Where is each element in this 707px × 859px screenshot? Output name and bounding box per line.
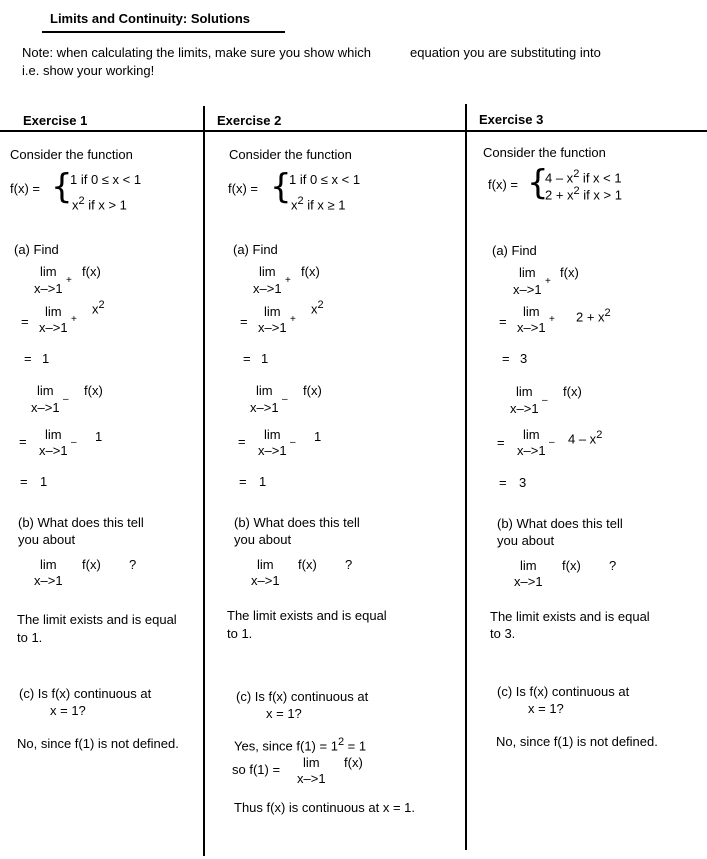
answer-c-thus: Thus f(x) is continuous at x = 1. [234, 800, 415, 815]
lim-sub: x–>1 [258, 320, 287, 335]
part-b-label-2: you about [18, 532, 76, 547]
lim-sub: x–>1 [250, 400, 279, 415]
right-result: 1 [261, 351, 269, 366]
part-c-label-2: x = 1? [266, 706, 302, 721]
question-mark: ? [129, 557, 137, 572]
lim-sub: x–>1 [510, 401, 539, 416]
left-result: 3 [519, 475, 527, 490]
answer-b-line-2: to 1. [227, 626, 253, 641]
lim: lim [259, 264, 276, 279]
consider-text: Consider the function [10, 147, 133, 162]
minus-sup: – [71, 437, 77, 448]
equals: = [502, 351, 510, 366]
left-result: 1 [259, 474, 267, 489]
case-1: 1 if 0 ≤ x < 1 [70, 172, 142, 187]
column-divider-1 [203, 106, 205, 856]
lim: lim [516, 384, 533, 399]
f-of-x: f(x) [560, 265, 579, 280]
part-b-label: (b) What does this tell [234, 515, 360, 530]
f-of-x: f(x) [303, 383, 322, 398]
minus-sup: – [282, 394, 288, 405]
note-line-1a: Note: when calculating the limits, make sure you show which [22, 45, 371, 60]
right-expression: $2 + x^2$ [576, 307, 611, 325]
lim-sub: x–>1 [258, 443, 287, 458]
part-a-label: (a) Find [14, 242, 59, 257]
lim-sub: x–>1 [514, 574, 543, 589]
minus-sup: – [549, 437, 555, 448]
plus-sup: + [71, 314, 77, 325]
left-result: 1 [40, 474, 48, 489]
equals: = [499, 475, 507, 490]
right-result: 3 [520, 351, 528, 366]
f-of-x: f(x) [344, 755, 363, 770]
brace-icon: { [527, 163, 549, 203]
answer-c-yes: Yes, since $f(1) = 1^2 = 1$ [234, 736, 367, 754]
equals: = [239, 474, 247, 489]
lim-sub: x–>1 [517, 443, 546, 458]
lim: lim [37, 383, 54, 398]
part-c-label-2: x = 1? [50, 703, 86, 718]
answer-c: No, since f(1) is not defined. [496, 734, 658, 749]
lim-sub: x–>1 [517, 320, 546, 335]
minus-sup: – [542, 395, 548, 406]
equals: = [20, 474, 28, 489]
lim-sub: x–>1 [34, 573, 63, 588]
plus-sup: + [549, 314, 555, 325]
right-expression: $x^2$ [92, 299, 105, 317]
left-expression: 1 [95, 429, 103, 444]
equals: = [499, 314, 507, 329]
left-expression: 1 [314, 429, 322, 444]
part-c-label: (c) Is f(x) continuous at [497, 684, 630, 699]
f-of-x: f(x) [563, 384, 582, 399]
question-mark: ? [609, 558, 617, 573]
lim-sub: x–>1 [31, 400, 60, 415]
case-1: $4 - x^2$ if x < 1 [545, 168, 622, 186]
consider-text: Consider the function [483, 145, 606, 160]
part-b-label-2: you about [497, 533, 555, 548]
part-b-label: (b) What does this tell [497, 516, 623, 531]
lim: lim [523, 427, 540, 442]
lim: lim [264, 304, 281, 319]
note-line-1b: equation you are substituting into [410, 45, 601, 60]
case-2: $x^2$ if x ≥ 1 [291, 195, 346, 213]
part-c-label: (c) Is f(x) continuous at [236, 689, 369, 704]
f-of-x: f(x) [84, 383, 103, 398]
note-line-2: i.e. show your working! [22, 63, 155, 78]
answer-c-so: so f(1) = [232, 762, 281, 777]
minus-sup: – [63, 394, 69, 405]
column-divider-2 [465, 104, 467, 850]
plus-sup: + [290, 314, 296, 325]
page-title: Limits and Continuity: Solutions [50, 11, 251, 26]
case-2: $x^2$ if x > 1 [72, 195, 127, 213]
lim-sub: x–>1 [39, 443, 68, 458]
lim-sub: x–>1 [251, 573, 280, 588]
f-of-x: f(x) [301, 264, 320, 279]
answer-b-line-2: to 1. [17, 630, 43, 645]
brace-icon: { [51, 167, 73, 207]
f-of-x: f(x) [82, 557, 101, 572]
part-b-label-2: you about [234, 532, 292, 547]
lim-sub: x–>1 [39, 320, 68, 335]
question-mark: ? [345, 557, 353, 572]
exercise-heading: Exercise 2 [217, 113, 282, 128]
lim: lim [256, 383, 273, 398]
minus-sup: – [290, 437, 296, 448]
f-of-x: f(x) [298, 557, 317, 572]
exercise-heading: Exercise 3 [479, 112, 544, 127]
case-2: $2 + x^2$ if x > 1 [545, 185, 622, 203]
function-label: f(x) = [10, 181, 40, 196]
lim-sub: x–>1 [253, 281, 282, 296]
lim: lim [264, 427, 281, 442]
header-rule [0, 130, 707, 132]
lim: lim [303, 755, 320, 770]
equals: = [24, 351, 32, 366]
lim: lim [520, 558, 537, 573]
lim: lim [523, 304, 540, 319]
part-b-label: (b) What does this tell [18, 515, 144, 530]
lim: lim [257, 557, 274, 572]
lim: lim [45, 427, 62, 442]
equals: = [19, 434, 27, 449]
lim: lim [40, 557, 57, 572]
function-label: f(x) = [488, 177, 518, 192]
right-result: 1 [42, 351, 50, 366]
f-of-x: f(x) [82, 264, 101, 279]
answer-b-line-1: The limit exists and is equal [490, 609, 650, 624]
exercise-heading: Exercise 1 [23, 113, 88, 128]
lim: lim [45, 304, 62, 319]
equals: = [243, 351, 251, 366]
equals: = [238, 434, 246, 449]
plus-sup: + [545, 276, 551, 287]
answer-c: No, since f(1) is not defined. [17, 736, 179, 751]
answer-b-line-1: The limit exists and is equal [227, 608, 387, 623]
f-of-x: f(x) [562, 558, 581, 573]
case-1: 1 if 0 ≤ x < 1 [289, 172, 361, 187]
answer-b-line-2: to 3. [490, 626, 516, 641]
lim-sub: x–>1 [34, 281, 63, 296]
lim: lim [519, 265, 536, 280]
title-underline [42, 31, 285, 33]
lim: lim [40, 264, 57, 279]
plus-sup: + [285, 275, 291, 286]
part-c-label: (c) Is f(x) continuous at [19, 686, 152, 701]
function-label: f(x) = [228, 181, 258, 196]
answer-b-line-1: The limit exists and is equal [17, 612, 177, 627]
consider-text: Consider the function [229, 147, 352, 162]
part-a-label: (a) Find [233, 242, 278, 257]
lim-sub: x–>1 [297, 771, 326, 786]
part-c-label-2: x = 1? [528, 701, 564, 716]
lim-sub: x–>1 [513, 282, 542, 297]
part-a-label: (a) Find [492, 243, 537, 258]
left-expression: $4 - x^2$ [568, 429, 603, 447]
equals: = [240, 314, 248, 329]
right-expression: $x^2$ [311, 299, 324, 317]
brace-icon: { [270, 167, 292, 207]
equals: = [497, 435, 505, 450]
equals: = [21, 314, 29, 329]
plus-sup: + [66, 275, 72, 286]
